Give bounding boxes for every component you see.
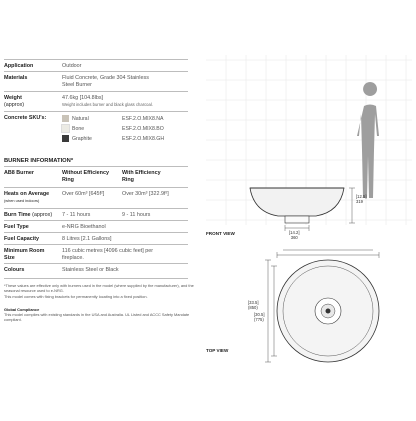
fuel-type-value: e-NRG Bioethanol bbox=[62, 224, 106, 230]
front-view-label: FRONT VIEW bbox=[206, 231, 235, 236]
footnote-brackets: This model comes with fixing brackets for permanently locating into a fixed position. bbox=[4, 294, 148, 299]
weight-label-sub: (approx) bbox=[4, 101, 25, 108]
footnote-values: *These values are effective only with burners used in the model (where supplied by the manufacturer), and the seasonal resource used to e-NRG. bbox=[4, 283, 194, 293]
heats-label bbox=[4, 191, 49, 204]
sku-name-natural: Natural bbox=[72, 116, 89, 122]
outer-diameter-in: [30.5] bbox=[254, 312, 265, 317]
sku-swatch-graphite bbox=[62, 135, 69, 142]
base-dimension bbox=[289, 230, 299, 240]
sku-code-graphite: ESF.2.O.MIX8.GH bbox=[122, 136, 165, 142]
room-size-label: Minimum Room Size bbox=[4, 248, 45, 261]
application-value: Outdoor bbox=[62, 63, 82, 69]
burner-section-title: BURNER INFORMATION* bbox=[4, 158, 74, 164]
weight-value bbox=[62, 95, 188, 108]
colours-value: Stainless Steel or Black bbox=[62, 267, 119, 273]
sku-swatch-bone bbox=[62, 125, 69, 132]
outer-diameter-dimension bbox=[254, 312, 264, 322]
outer-diameter-mm: (775) bbox=[254, 317, 264, 322]
top-view-label: TOP VIEW bbox=[206, 348, 229, 353]
sku-code-natural: ESF.2.O.MIX8.NA bbox=[122, 116, 164, 122]
fuel-type-row bbox=[4, 220, 188, 230]
room-size-value: 116 cubic metres [4096 cubic feet] per fireplace. bbox=[62, 248, 153, 261]
inner-diameter-dimension bbox=[248, 300, 258, 310]
base-dimension-mm: 360 bbox=[290, 235, 298, 240]
compliance-text: This model complies with existing standards in the USA and Australia. UL Listed and ACCC Safety Mandate compliant. bbox=[4, 312, 190, 322]
fuel-capacity-label: Fuel Capacity bbox=[4, 236, 40, 242]
height-dimension-mm: 319 bbox=[356, 199, 363, 204]
weight-row bbox=[4, 91, 188, 108]
room-size-row bbox=[4, 244, 188, 263]
application-label: Application bbox=[4, 63, 34, 69]
materials-value: Fluid Concrete, Grade 304 Stainless Steel Burner bbox=[62, 75, 149, 88]
inner-diameter-in: [33.5] bbox=[248, 300, 259, 305]
sku-row bbox=[4, 111, 188, 148]
technical-drawing bbox=[198, 0, 416, 416]
height-dimension-in: [12.5] bbox=[356, 194, 367, 199]
technical-drawing-panel bbox=[198, 0, 416, 416]
burn-time-without-value: 7 - 11 hours bbox=[62, 212, 91, 218]
weight-label-text: Weight bbox=[4, 95, 22, 101]
inner-diameter-mm: (850) bbox=[248, 305, 258, 310]
colours-row bbox=[4, 263, 188, 279]
heats-without-value: Over 60m³ [645f²] bbox=[62, 191, 105, 197]
compliance-block bbox=[4, 307, 194, 322]
burn-time-with-value: 9 - 11 hours bbox=[122, 212, 151, 218]
sku-name-graphite: Graphite bbox=[72, 136, 92, 142]
burner-header-row bbox=[4, 166, 188, 187]
fuel-type-label: Fuel Type bbox=[4, 224, 29, 230]
base-dimension-in: [14.2] bbox=[289, 230, 300, 235]
sku-label: Concrete SKU's: bbox=[4, 115, 47, 121]
compliance-title: Global Compliance bbox=[4, 307, 40, 312]
burn-time-label bbox=[4, 212, 52, 219]
colours-label: Colours bbox=[4, 267, 25, 273]
fuel-capacity-row bbox=[4, 232, 188, 242]
materials-label: Materials bbox=[4, 75, 28, 81]
burner-header-without: Without Efficiency Ring bbox=[62, 170, 109, 183]
burner-header-with: With Efficiency Ring bbox=[122, 170, 161, 183]
sku-code-bone: ESF.2.O.MIX8.BO bbox=[122, 126, 164, 132]
weight-label bbox=[4, 95, 24, 108]
sku-swatch-natural bbox=[62, 115, 69, 122]
weight-note: Weight includes burner and black glass charcoal. bbox=[62, 101, 153, 107]
burn-time-row bbox=[4, 208, 188, 218]
materials-row bbox=[4, 71, 188, 88]
heats-row bbox=[4, 187, 188, 208]
height-dimension bbox=[356, 194, 366, 204]
weight-value-text: 47.6kg [104.8lbs] bbox=[62, 95, 104, 101]
burner-header-model: AB8 Burner bbox=[4, 170, 34, 176]
heats-with-value: Over 30m³ [322.9f²] bbox=[122, 191, 169, 197]
heats-label-text: Heats on Average bbox=[4, 191, 50, 197]
burn-time-label-sub: (approx) bbox=[32, 212, 53, 218]
heats-label-sub: (when used indoors) bbox=[4, 197, 40, 203]
sku-name-bone: Bone bbox=[72, 126, 85, 132]
fuel-capacity-value: 8 Litres [2.1 Gallons] bbox=[62, 236, 112, 242]
burn-time-label-text: Burn Time bbox=[4, 212, 31, 218]
application-row bbox=[4, 59, 188, 69]
top-view-drawing bbox=[265, 250, 379, 362]
